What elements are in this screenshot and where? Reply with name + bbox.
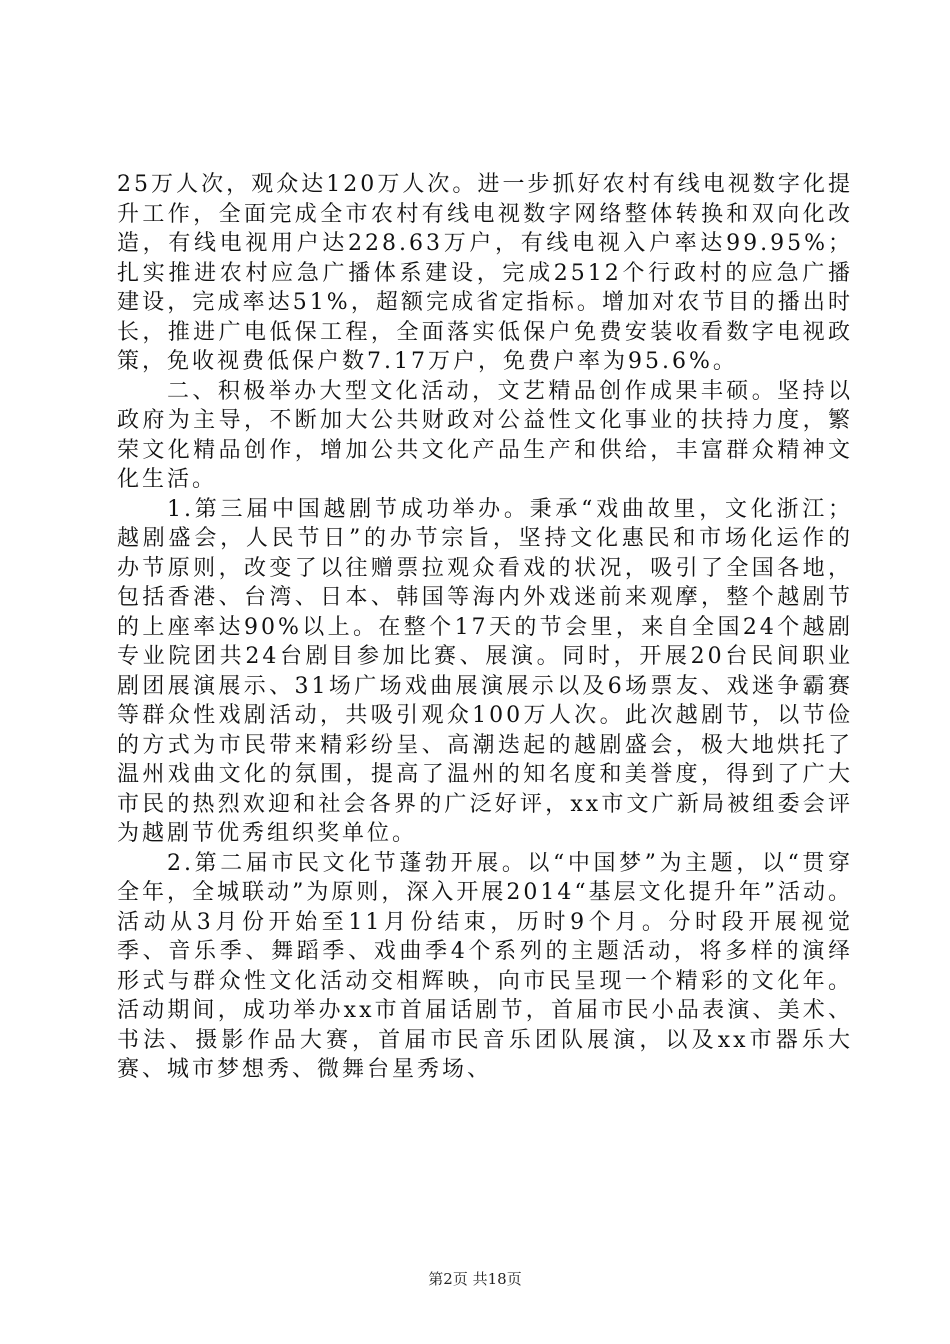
paragraph-yueju-festival: 1.第三届中国越剧节成功举办。秉承“戏曲故里，文化浙江；越剧盛会，人民节日”的办节宗旨，坚持文化惠民和市场化运作的办节原则，改变了以往赠票拉观众看戏的状况，吸引了全国各地，包括香港、台湾、日本、韩国等海内外戏迷前来观摩，整个越剧节的上座率达90%以上。在整个17天的节会里，来自全国24个越剧专业院团共24台剧目参加比赛、展演。同时，开展20台民间职业剧团展演展示、31场广场戏曲展演展示以及6场票友、戏迷争霸赛等群众性戏剧活动，共吸引观众100万人次。此次越剧节，以节俭的方式为市民带来精彩纷呈、高潮迭起的越剧盛会，极大地烘托了温州戏曲文化的氛围，提高了温州的知名度和美誉度，得到了广大市民的热烈欢迎和社会各界的广泛好评，xx市文广新局被组委会评为越剧节优秀组织奖单位。 — [117, 496, 853, 846]
page-number-footer: 第2页 共18页 — [428, 1270, 522, 1288]
paragraph-broadcast-tv: 25万人次，观众达120万人次。进一步抓好农村有线电视数字化提升工作，全面完成全市农村有线电视数字网络整体转换和双向化改造，有线电视用户达228.63万户，有线电视入户率达99.95%；扎实推进农村应急广播体系建设，完成2512个行政村的应急广播建设，完成率达51%，超额完成省定指标。增加对农节目的播出时长，推进广电低保工程，全面落实低保户免费安装收看数字电视政策，免收视费低保户数7.17万户，免费户率为95.6%。 — [117, 172, 853, 374]
paragraph-citizen-culture-festival: 2.第二届市民文化节蓬勃开展。以“中国梦”为主题，以“贯穿全年，全城联动”为原则，深入开展2014“基层文化提升年”活动。活动从3月份开始至11月份结束，历时9个月。分时段开展视觉季、音乐季、舞蹈季、戏曲季4个系列的主题活动，将多样的演绎形式与群众性文化活动交相辉映，向市民呈现一个精彩的文化年。活动期间，成功举办xx市首届话剧节，首届市民小品表演、美术、书法、摄影作品大赛，首届市民音乐团队展演，以及xx市器乐大赛、城市梦想秀、微舞台星秀场、 — [117, 850, 853, 1082]
paragraph-section-two-heading: 二、积极举办大型文化活动，文艺精品创作成果丰硕。坚持以政府为主导，不断加大公共财政对公益性文化事业的扶持力度，繁荣文化精品创作，增加公共文化产品生产和供给，丰富群众精神文化生活。 — [117, 378, 853, 492]
document-body — [117, 170, 853, 1085]
